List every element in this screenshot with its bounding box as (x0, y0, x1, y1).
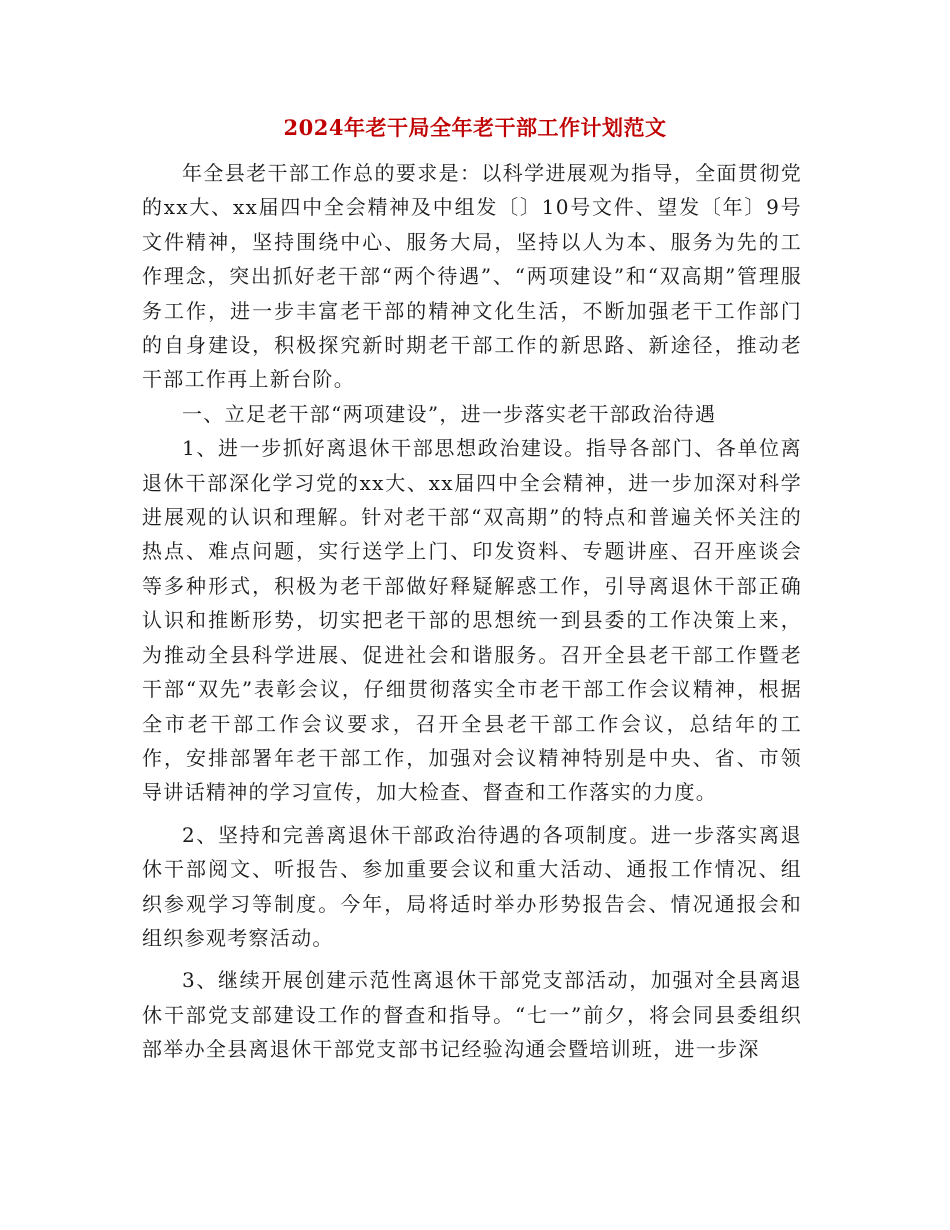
document-body (142, 156, 802, 1067)
paragraph-intro: 年全县老干部工作总的要求是：以科学进展观为指导，全面贯彻党的xx大、xx届四中全会精神及中组发〔〕10号文件、望发〔年〕9号文件精神，坚持围绕中心、服务大局，坚持以人为本、服务为先的工作理念，突出抓好老干部“两个待遇”、“两项建设”和“双高期”管理服务工作，进一步丰富老干部的精神文化生活，不断加强老干工作部门的自身建设，积极探究新时期老干部工作的新思路、新途径，推动老干部工作再上新台阶。 (142, 161, 802, 392)
section-heading-1: 一、立足老干部“两项建设”，进一步落实老干部政治待遇 (182, 401, 717, 426)
document-title: 2024年老干局全年老干部工作计划范文 (283, 115, 667, 140)
paragraph-item-1: 1、进一步抓好离退休干部思想政治建设。指导各部门、各单位离退休干部深化学习党的xx大、xx届四中全会精神，进一步加深对科学进展观的认识和理解。针对老干部“双高期”的特点和普遍关怀关注的热点、难点问题，实行送学上门、印发资料、专题讲座、召开座谈会等多种形式，积极为老干部做好释疑解惑工作，引导离退休干部正确认识和推断形势，切实把老干部的思想统一到县委的工作决策上来，为推动全县科学进展、促进社会和谐服务。召开全县老干部工作暨老干部“双先”表彰会议，仔细贯彻落实全市老干部工作会议精神，根据全市老干部工作会议要求，召开全县老干部工作会议，总结年的工作，安排部署年老干部工作，加强对会议精神特别是中央、省、市领导讲话精神的学习宣传，加大检查、督查和工作落实的力度。 (142, 436, 802, 805)
paragraph-item-3: 3、继续开展创建示范性离退休干部党支部活动，加强对全县离退休干部党支部建设工作的督查和指导。“七一”前夕，将会同县委组织部举办全县离退休干部党支部书记经验沟通会暨培训班，进一步深 (142, 968, 802, 1062)
paragraph-item-2: 2、坚持和完善离退休干部政治待遇的各项制度。进一步落实离退休干部阅文、听报告、参加重要会议和重大活动、通报工作情况、组织参观学习等制度。今年，局将适时举办形势报告会、情况通报会和组织参观考察活动。 (142, 822, 802, 950)
